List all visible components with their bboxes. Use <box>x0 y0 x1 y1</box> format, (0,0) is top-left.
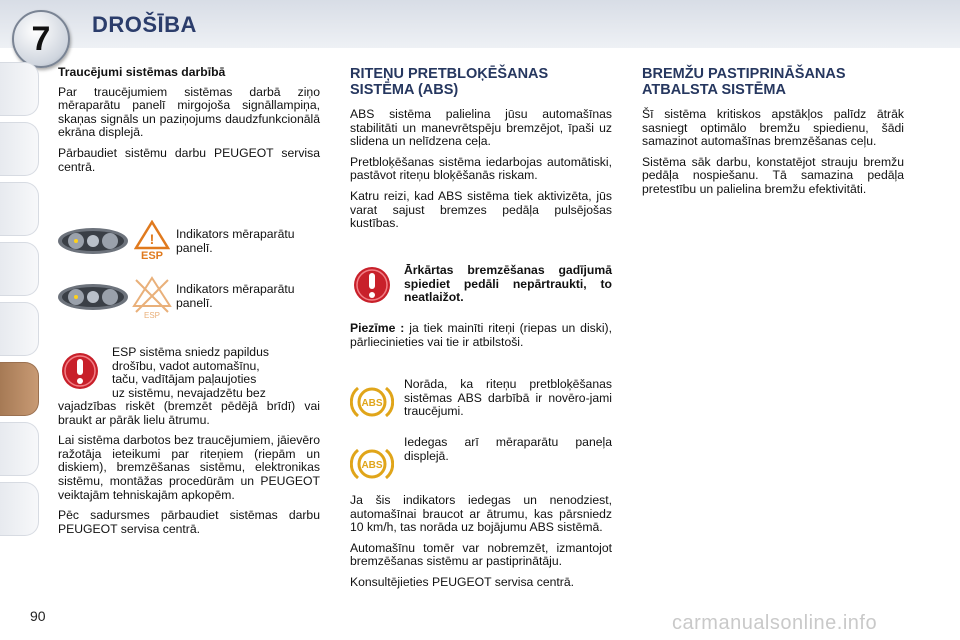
side-tabs <box>0 62 48 542</box>
paragraph: Šī sistēma kritiskos apstākļos palīdz ātrāk sasniegt optimālo bremžu spiedienu, šādi samazinot automašīnas bremzēšanas ceļu. <box>642 107 904 149</box>
esp-note-line: ESP sistēma sniedz papildus <box>112 345 269 359</box>
exclamation-icon <box>352 264 392 306</box>
paragraph: Lai sistēma darbotos bez traucējumiem, jāievēro ražotāja ieteikumi par riteņiem (riepām un diskiem), bremzēšanas sistēmu, elektronikas sistēmu, montāžas procedūrām un PEUGEOT veiktajām tehniskajām apkopēm. <box>58 433 320 502</box>
instrument-cluster-icon <box>56 282 130 312</box>
abs-section-title: RITEŅU PRETBLOĶĒŠANAS SISTĒMA (ABS) <box>350 66 549 98</box>
instrument-cluster-icon <box>56 226 130 256</box>
abs-label: ABS <box>361 460 383 471</box>
page-number: 90 <box>30 608 46 624</box>
abs-note-2: Iedegas arī mēraparātu paneļa displejā. <box>404 435 612 463</box>
esp-note-line: drošību, vadot automašīnu, <box>112 358 260 373</box>
esp-note-line: uz sistēmu, nevajadzētu bez <box>112 385 266 400</box>
indicator-2-text: Indikators mēraparātu panelī. <box>176 282 295 310</box>
esp-label: ESP <box>143 311 161 320</box>
watermark: carmanualsonline.info <box>672 612 878 634</box>
side-tab[interactable] <box>0 302 39 356</box>
side-tab-active[interactable] <box>0 362 39 416</box>
esp-label: ESP <box>140 250 164 260</box>
svg-text:!: ! <box>149 231 155 247</box>
abs-warning-icon <box>350 444 394 484</box>
paragraph: Pretbloķēšanas sistēma iedarbojas automātiski, pastāvot riteņu bloķēšanās riskam. <box>350 154 612 183</box>
abs-note-1: Norāda, ka riteņu pretbloķēšanas sistēmas ABS darbībā ir novēro-jami traucējumi. <box>404 377 612 419</box>
side-tab[interactable] <box>0 62 39 116</box>
exclamation-icon <box>60 350 100 392</box>
column-3 <box>642 66 904 204</box>
paragraph: Pēc sadursmes pārbaudiet sistēmas darbu PEUGEOT servisa centrā. <box>58 508 320 536</box>
indicator-1-text: Indikators mēraparātu panelī. <box>176 227 295 255</box>
esp-note-rest: vajadzības riskēt (bremzēt pēdējā brīdī) vai braukt ar pārāk lielu ātrumu. <box>58 399 320 427</box>
column-2 <box>350 66 612 238</box>
paragraph: Konsultējieties PEUGEOT servisa centrā. <box>350 574 574 589</box>
note-text: ja tiek mainīti riteņi (riepas un diski), pārliecinieties vai tie ir atbilstoši. <box>350 321 612 349</box>
side-tab[interactable] <box>0 482 39 536</box>
paragraph: Katru reizi, kad ABS sistēma tiek aktivizēta, jūs varat sajust bremzes pedāļa pulsējošas kustības. <box>350 188 612 231</box>
malfunction-subtitle: Traucējumi sistēmas darbībā <box>58 65 226 79</box>
abs-warning-icon <box>350 382 394 422</box>
side-tab[interactable] <box>0 182 39 236</box>
paragraph: Sistēma sāk darbu, konstatējot strauju bremžu pedāļa nospiešanu. Tā samazina pedāļa pretestību un palielina bremžu efektivitāti. <box>642 154 904 196</box>
abs-label: ABS <box>361 398 383 409</box>
chapter-number: 7 <box>31 19 51 58</box>
paragraph: Automašīnu tomēr var nobremzēt, izmantojot bremzēšanas sistēmu ar pastiprinātāju. <box>350 540 612 569</box>
column-1-lower <box>58 400 320 543</box>
side-tab[interactable] <box>0 122 39 176</box>
paragraph: ABS sistēma palielina jūsu automašīnas stabilitāti un manevrētspēju bremzējot, īpaši uz slidena un nelīdzena ceļa. <box>350 107 612 149</box>
paragraph: Pārbaudiet sistēmu darbu PEUGEOT servisa centrā. <box>58 145 320 174</box>
chapter-title: DROŠĪBA <box>92 12 197 37</box>
paragraph: Ja šis indikators iedegas un nenodziest, automašīnai braucot ar ātrumu, kas pārsniedz 10 km/h, tas norāda uz bojājumu ABS sistēmā. <box>350 493 612 535</box>
brake-assist-title: BREMŽU PASTIPRINĀŠANAS ATBALSTA SISTĒMA <box>642 66 846 98</box>
esp-note-line: taču, vadītājam paļaujoties <box>112 372 257 387</box>
esp-note-lines <box>112 346 320 400</box>
emergency-braking-warning: Ārkārtas bremzēšanas gadījumā spiediet pedāli nepārtraukti, to neatlaižot. <box>404 263 612 305</box>
abs-note <box>350 322 612 349</box>
paragraph: Par traucējumiem sistēmas darbā ziņo mēraparātu panelī mirgojoša signāllampiņa, skaņas signāls un paziņojums daudzfunkcionālā ekrāna displejā. <box>58 84 320 140</box>
column-1 <box>58 66 320 181</box>
chapter-badge <box>12 10 70 68</box>
esp-warning-icon <box>134 220 170 260</box>
side-tab[interactable] <box>0 422 39 476</box>
esp-off-icon <box>130 274 174 320</box>
column-2-lower <box>350 494 612 597</box>
side-tab[interactable] <box>0 242 39 296</box>
note-label: Piezīme : <box>350 321 405 335</box>
